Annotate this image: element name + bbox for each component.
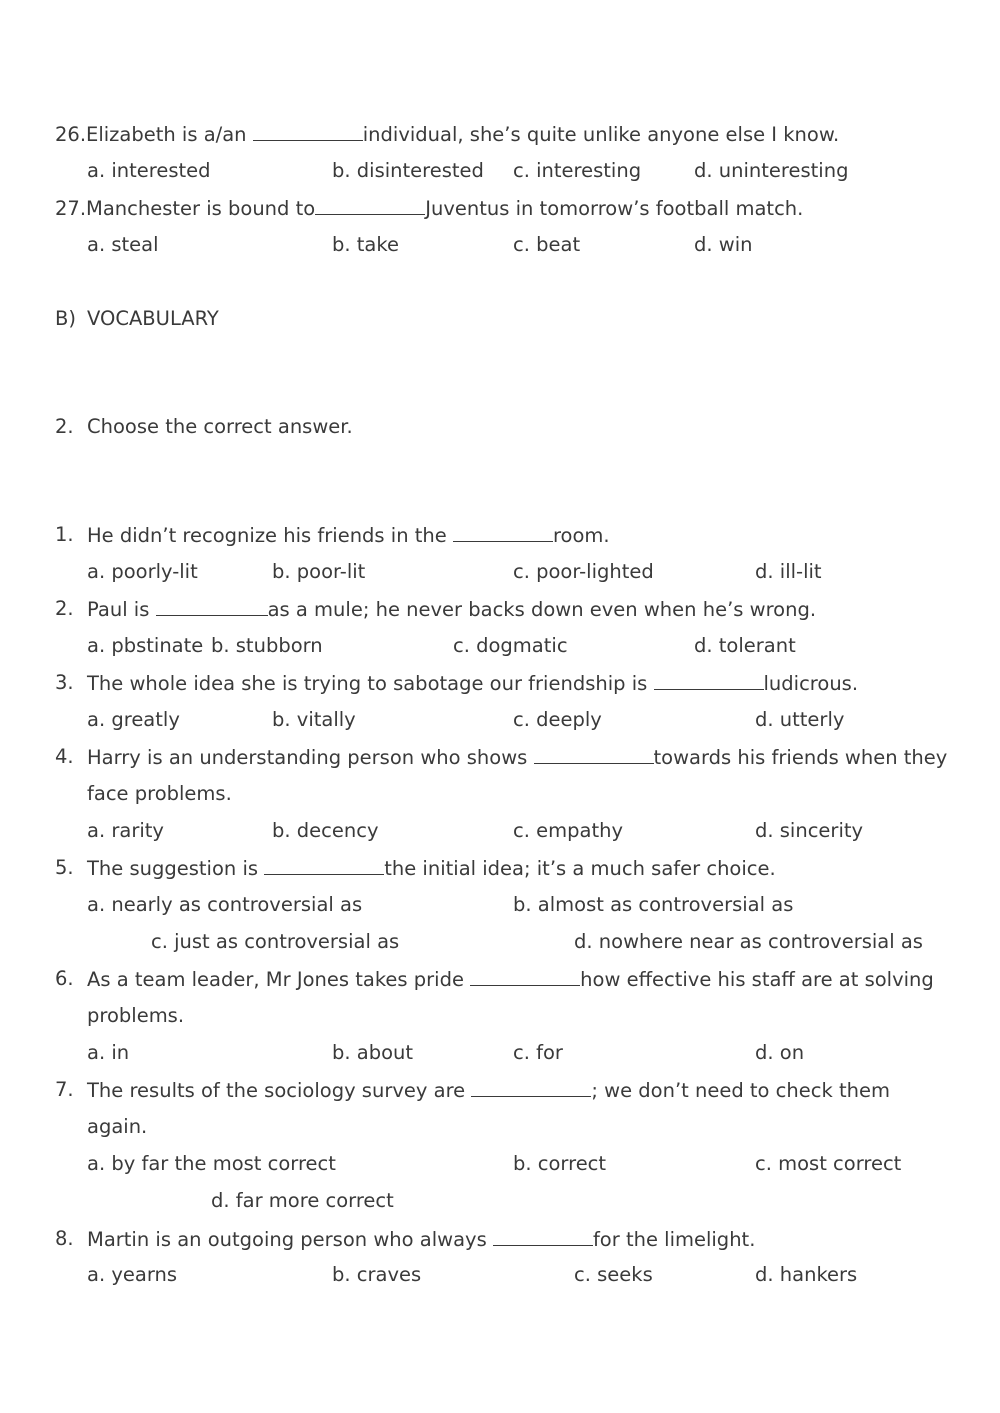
question-text-before: Manchester is bound to [86,197,316,220]
question-text-before: Paul is [87,598,156,621]
option-b[interactable]: b. about [332,1041,414,1064]
option-b[interactable]: b. correct [513,1152,607,1175]
question-continuation: face problems. [87,782,232,805]
option-a[interactable]: a. in [87,1041,130,1064]
option-a[interactable]: a. greatly [87,708,180,731]
option-c[interactable]: c. for [513,1041,563,1064]
question-8 [87,1227,755,1252]
option-b[interactable]: b. almost as controversial as [513,893,794,916]
question-number: 1. [55,523,74,546]
question-continuation: problems. [87,1004,185,1027]
option-a[interactable]: a. yearns [87,1263,178,1286]
option-c[interactable]: c. empathy [513,819,623,842]
option-a[interactable]: a. pbstinate [87,634,204,657]
question-number: 7. [55,1078,74,1101]
question-number: 27. [55,197,87,220]
question-number: 8. [55,1227,74,1250]
question-3 [87,671,858,696]
question-27 [55,196,803,221]
question-4 [87,745,947,770]
question-text-after: the initial idea; it’s a much safer choice. [384,857,776,880]
question-text-after: for the limelight. [592,1228,756,1251]
question-text-before: Elizabeth is a/an [86,123,253,146]
option-c[interactable]: c. just as controversial as [151,930,400,953]
option-c[interactable]: c. beat [513,233,581,256]
question-number: 26. [55,123,87,146]
question-text-before: Martin is an outgoing person who always [87,1228,493,1251]
question-text-after: ludicrous. [763,672,859,695]
question-text-before: The whole idea she is trying to sabotage our friendship is [87,672,654,695]
answer-blank[interactable] [493,1227,593,1246]
question-number: 3. [55,671,74,694]
option-b[interactable]: b. poor-lit [272,560,366,583]
question-continuation: again. [87,1115,148,1138]
answer-blank[interactable] [471,1078,591,1097]
answer-blank[interactable] [156,597,268,616]
question-text-before: The results of the sociology survey are [87,1079,472,1102]
option-c[interactable]: c. interesting [513,159,642,182]
question-text-after: as a mule; he never backs down even when he’s wrong. [267,598,817,621]
question-text-before: As a team leader, Mr Jones takes pride [87,968,471,991]
option-d[interactable]: d. utterly [755,708,845,731]
option-a[interactable]: a. rarity [87,819,164,842]
question-7 [87,1078,890,1103]
question-5 [87,856,776,881]
question-text-after: room. [552,524,610,547]
question-1 [87,523,610,548]
answer-blank[interactable] [654,671,764,690]
question-text-before: The suggestion is [87,857,265,880]
option-b[interactable]: b. stubborn [211,634,323,657]
task-number: 2. [55,415,74,438]
question-text-before: He didn’t recognize his friends in the [87,524,453,547]
option-d[interactable]: d. nowhere near as controversial as [574,930,923,953]
answer-blank[interactable] [470,967,580,986]
option-b[interactable]: b. vitally [272,708,356,731]
question-text-after: Juventus in tomorrow’s football match. [425,197,804,220]
option-c[interactable]: c. deeply [513,708,602,731]
option-d[interactable]: d. on [755,1041,805,1064]
question-2 [87,597,816,622]
option-b[interactable]: b. disinterested [332,159,484,182]
question-number: 4. [55,745,74,768]
option-d[interactable]: d. ill-lit [755,560,822,583]
answer-blank[interactable] [453,523,553,542]
option-d[interactable]: d. tolerant [694,634,796,657]
question-6 [87,967,934,992]
option-a[interactable]: a. by far the most correct [87,1152,336,1175]
option-c[interactable]: c. dogmatic [453,634,568,657]
question-number: 5. [55,856,74,879]
section-title: VOCABULARY [87,307,219,330]
option-d[interactable]: d. far more correct [211,1189,394,1212]
answer-blank[interactable] [253,122,363,141]
option-b[interactable]: b. take [332,233,399,256]
option-a[interactable]: a. steal [87,233,159,256]
question-number: 2. [55,597,74,620]
question-number: 6. [55,967,74,990]
option-a[interactable]: a. nearly as controversial as [87,893,363,916]
section-letter: B) [55,307,76,330]
option-d[interactable]: d. uninteresting [694,159,849,182]
option-b[interactable]: b. craves [332,1263,422,1286]
option-a[interactable]: a. interested [87,159,211,182]
option-d[interactable]: d. sincerity [755,819,864,842]
answer-blank[interactable] [315,196,425,215]
question-text-after: ; we don’t need to check them [591,1079,890,1102]
option-d[interactable]: d. win [694,233,753,256]
question-26 [55,122,839,147]
answer-blank[interactable] [264,856,384,875]
question-text-before: Harry is an understanding person who shows [87,746,534,769]
question-text-after: how effective his staff are at solving [580,968,934,991]
question-text-after: individual, she’s quite unlike anyone else I know. [362,123,840,146]
option-c[interactable]: c. poor-lighted [513,560,654,583]
task-instruction: Choose the correct answer. [87,415,353,438]
option-c[interactable]: c. seeks [574,1263,653,1286]
option-c[interactable]: c. most correct [755,1152,902,1175]
option-b[interactable]: b. decency [272,819,379,842]
answer-blank[interactable] [534,745,654,764]
option-d[interactable]: d. hankers [755,1263,858,1286]
option-a[interactable]: a. poorly-lit [87,560,198,583]
question-text-after: towards his friends when they [653,746,948,769]
